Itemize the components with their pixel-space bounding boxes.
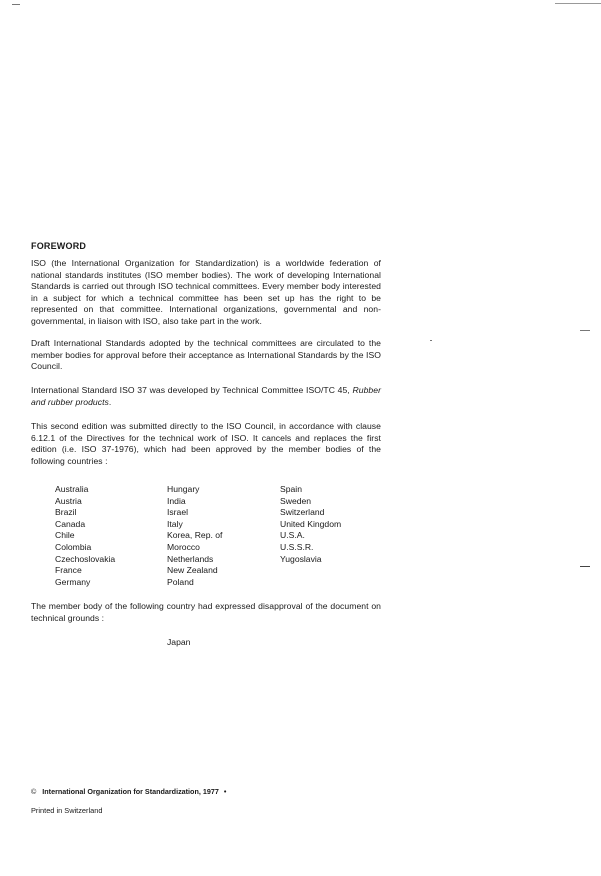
country-item: Sweden bbox=[280, 495, 312, 506]
country-item: New Zealand bbox=[167, 565, 218, 576]
country-item: Canada bbox=[55, 518, 86, 529]
country-item: Israel bbox=[167, 507, 189, 518]
margin-mark-right-lower bbox=[580, 566, 590, 567]
scan-speck bbox=[430, 340, 432, 341]
paragraph-disapproval: The member body of the following country had expressed disapproval of the document on technical grounds : bbox=[31, 601, 381, 623]
country-item: Poland bbox=[167, 576, 194, 587]
margin-mark-right-upper bbox=[580, 330, 590, 331]
paragraph-second-edition: This second edition was submitted directly to the ISO Council, in accordance with clause 6.12.1 of the Directives for the technical work of ISO. It cancels and replaces the first edition (i.e. ISO 37-1976), which had been approved by the member bodies of the following countries : bbox=[31, 421, 381, 466]
scan-mark-top-left bbox=[12, 4, 20, 5]
country-item: United Kingdom bbox=[280, 518, 342, 529]
development-suffix: . bbox=[108, 396, 112, 407]
country-item: Morocco bbox=[167, 541, 200, 552]
country-item: Austria bbox=[55, 495, 82, 506]
paragraph-draft-standards: Draft International Standards adopted by the technical committees are circulated to the member bodies for approval before their acceptance as International Standards by the ISO Council. bbox=[31, 338, 381, 371]
country-item: Chile bbox=[55, 530, 75, 541]
development-prefix: International Standard ISO 37 was developed by Technical Committee ISO/TC 45, bbox=[31, 385, 353, 395]
country-item: Brazil bbox=[55, 507, 77, 518]
disapproving-country: Japan bbox=[167, 637, 191, 647]
scan-mark-top-right bbox=[555, 3, 601, 4]
bullet-icon: • bbox=[223, 787, 227, 796]
country-item: Korea, Rep. of bbox=[167, 530, 223, 541]
country-item: Switzerland bbox=[280, 507, 325, 518]
country-item: U.S.A. bbox=[280, 530, 305, 541]
country-item: Italy bbox=[167, 518, 183, 529]
country-item: U.S.S.R. bbox=[280, 541, 314, 552]
copyright-notice bbox=[31, 787, 226, 796]
foreword-heading: FOREWORD bbox=[31, 241, 87, 251]
countries-column-1 bbox=[55, 484, 115, 588]
country-item: Netherlands bbox=[167, 553, 214, 564]
country-item: Czechoslovakia bbox=[55, 553, 116, 564]
paragraph-iso-intro: ISO (the International Organization for Standardization) is a worldwide federation of national standards institutes (ISO member bodies). The work of developing International Standards is carried out through ISO technical committees. Every member body interested in a subject for which a technical committee has been set up has the right to be represented on that committee. International organizations, governmental and non-governmental, in liaison with ISO, also take part in the work. bbox=[31, 258, 381, 326]
committee-title: Rubber and rubber products bbox=[31, 385, 381, 407]
countries-column-2 bbox=[167, 484, 222, 588]
country-item: Yugoslavia bbox=[280, 553, 322, 564]
paragraph-development bbox=[31, 385, 381, 408]
copyright-icon: © bbox=[31, 787, 37, 796]
countries-column-3 bbox=[280, 484, 341, 565]
country-item: Hungary bbox=[167, 484, 200, 494]
country-item: Australia bbox=[55, 484, 89, 494]
country-item: France bbox=[55, 565, 82, 576]
copyright-text: International Organization for Standardization, 1977 bbox=[42, 787, 219, 796]
country-item: Spain bbox=[280, 484, 302, 494]
country-item: Germany bbox=[55, 576, 91, 587]
country-item: Colombia bbox=[55, 541, 92, 552]
country-item: India bbox=[167, 495, 186, 506]
printed-in-notice: Printed in Switzerland bbox=[31, 806, 103, 815]
